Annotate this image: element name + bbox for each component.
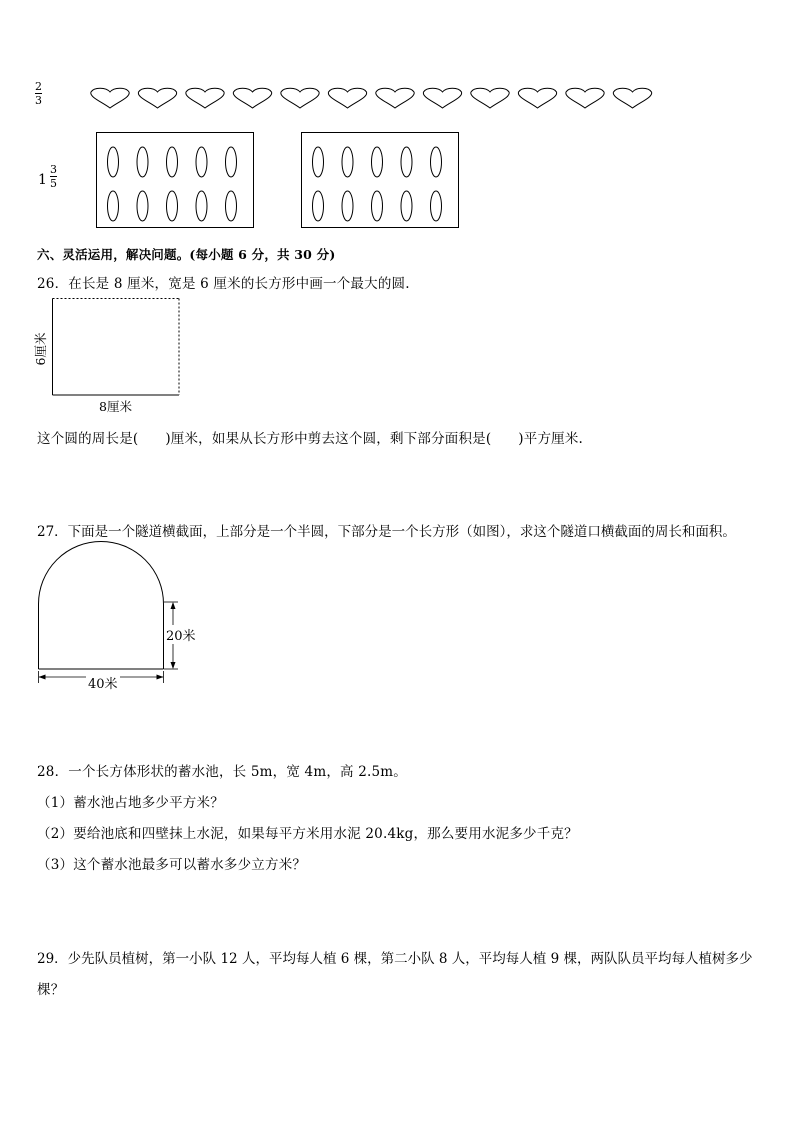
q27-height-label: 20米 [166,625,196,644]
fraction-two-thirds [35,81,42,106]
heart-shape [281,88,319,108]
oval-shape [196,147,207,177]
question-28-sub-1: （1）蓄水池占地多少平方米？ [37,795,224,811]
question-29-line-1: 29．少先队员植树，第一小队 12 人，平均每人植 6 棵，第二小队 8 人，平均每人植 9 棵，两队队员平均每人植树多少 [37,951,753,967]
fraction-denominator: 5 [50,177,57,190]
mixed-fraction-part [50,164,57,189]
heart-shape [233,88,271,108]
heart-shape [186,88,224,108]
q27-width-label: 40米 [86,673,120,692]
oval-shape [431,191,442,221]
oval-shape [372,147,383,177]
heart-shape [138,88,176,108]
oval-shape [108,191,119,221]
oval-shape [401,191,412,221]
oval-shape [137,191,148,221]
ovals-box-right [301,132,461,230]
q26-height-label: 6厘米 [33,332,48,366]
fraction-numerator: 2 [35,80,42,93]
oval-shape [196,191,207,221]
oval-shape [342,191,353,221]
oval-shape [431,147,442,177]
oval-shape [401,147,412,177]
fraction-denominator: 3 [35,94,42,107]
q27-tunnel-figure [36,540,206,690]
heart-shape [566,88,604,108]
question-29-line-2: 棵？ [37,982,65,998]
q26-rectangle-figure [52,298,202,398]
fraction-numerator: 3 [50,163,57,176]
oval-shape [167,191,178,221]
heart-shape [91,88,129,108]
oval-shape [313,147,324,177]
heart-shape [328,88,366,108]
q26-width-label: 8厘米 [99,399,132,414]
heart-shape [376,88,414,108]
oval-shape [226,191,237,221]
question-28-sub-3: （3）这个蓄水池最多可以蓄水多少立方米？ [37,857,307,873]
question-26-fill-in: 这个圆的周长是( )厘米，如果从长方形中剪去这个圆，剩下部分面积是( )平方厘米. [37,431,584,447]
oval-shape [226,147,237,177]
heart-shape [613,88,651,108]
question-28-sub-2: （2）要给池底和四壁抹上水泥，如果每平方米用水泥 20.4kg，那么要用水泥多少千克？ [37,826,578,842]
oval-shape [137,147,148,177]
mixed-fraction-whole: 1 [38,172,47,188]
question-26-prompt: 26．在长是 8 厘米，宽是 6 厘米的长方形中画一个最大的圆. [37,276,410,292]
ovals-box-left [96,132,256,230]
oval-shape [313,191,324,221]
oval-shape [108,147,119,177]
heart-shape [471,88,509,108]
oval-shape [342,147,353,177]
oval-shape [372,191,383,221]
question-27-prompt: 27．下面是一个隧道横截面，上部分是一个半圆，下部分是一个长方形（如图），求这个隧道口横截面的周长和面积。 [37,524,736,540]
heart-shape [518,88,556,108]
hearts-row [88,86,668,116]
heart-shape [423,88,461,108]
oval-shape [167,147,178,177]
section-heading: 六、灵活运用，解决问题。(每小题 6 分，共 30 分) [37,247,336,262]
question-28-prompt: 28．一个长方体形状的蓄水池，长 5m，宽 4m，高 2.5m。 [37,764,408,780]
